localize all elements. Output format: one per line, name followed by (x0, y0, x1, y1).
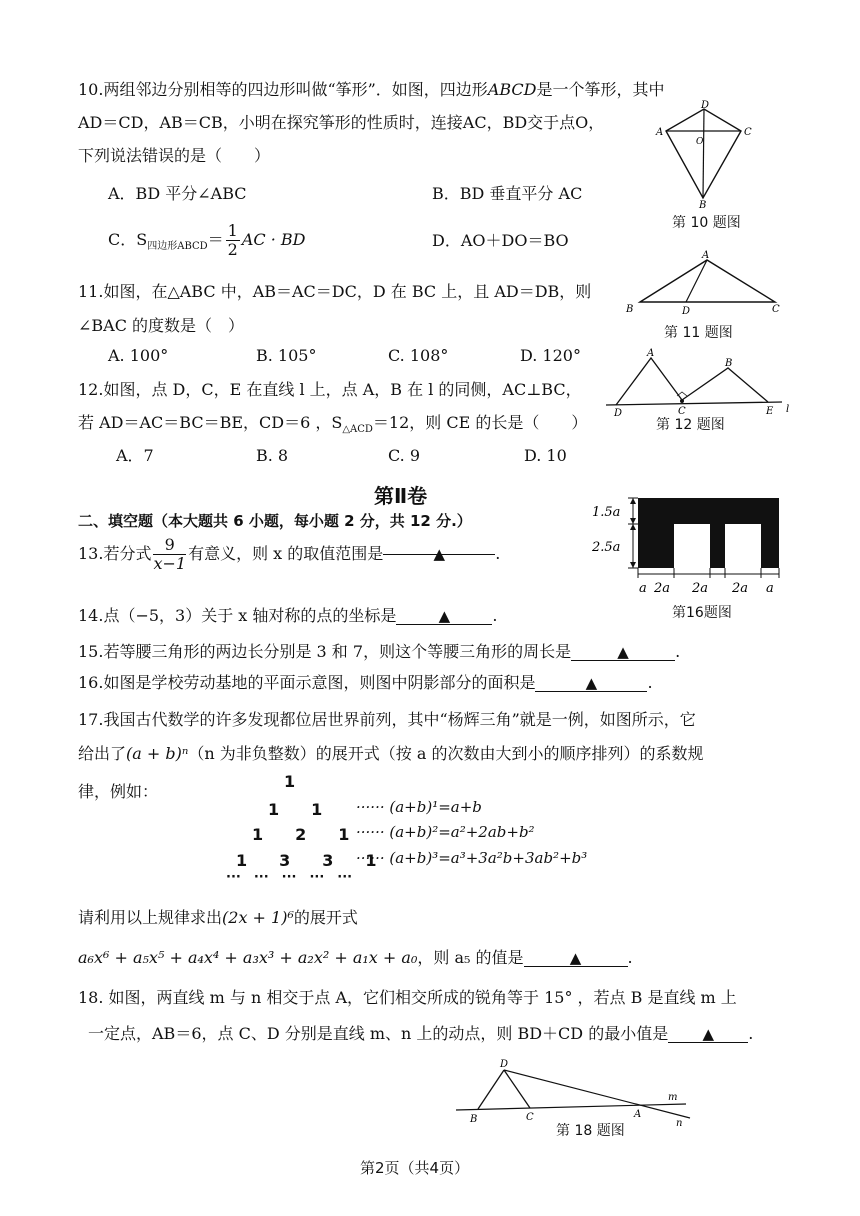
pascal-row-1: 1 1 (268, 800, 323, 819)
q17-answer-blank: ▲ (524, 948, 628, 967)
q15: 15.若等腰三角形的两边长分别是 3 和 7，则这个等腰三角形的周长是 ▲ . (78, 642, 681, 661)
pascal-row-3: 1 3 3 1 (236, 851, 377, 870)
fig16-label-b5: a (766, 581, 774, 596)
section2-heading: 二、填空题（本大题共 6 小题，每小题 2 分，共 12 分.） (78, 512, 472, 530)
q17-line2: 给出了(a + b)ⁿ（n 为非负整数）的展开式（按 a 的次数由大到小的顺序排列）的系数规 (78, 744, 704, 763)
fig12-label-l: l (786, 404, 790, 415)
fig10-label-d: D (701, 100, 710, 111)
q11-option-c: C. 108° (388, 346, 449, 365)
q10-option-a: A．BD 平分∠ABC (108, 184, 247, 203)
fig11-label-d: D (682, 306, 691, 317)
q17-line4: 请利用以上规律求出(2x + 1)⁶的展开式 (78, 908, 358, 927)
fig16-label-b1: a (639, 581, 647, 596)
fig12-caption: 第 12 题图 (656, 417, 725, 433)
q11-line1: 11.如图，在△ABC 中，AB＝AC＝DC，D 在 BC 上，且 AD＝DB，则 (78, 282, 592, 301)
fig12-label-d: D (614, 408, 623, 416)
q10-line1: 10.两组邻边分别相等的四边形叫做“筝形”．如图，四边形ABCD是一个筝形，其中 (78, 80, 665, 99)
q12-option-b: B. 8 (256, 446, 289, 465)
fig18-label-d: D (500, 1059, 509, 1070)
fig12-label-e: E (766, 406, 774, 416)
q14-answer-blank: ▲ (396, 606, 492, 625)
fig11-caption: 第 11 题图 (664, 325, 733, 341)
figure-16-shaded-plan (588, 494, 788, 596)
pascal-row-4: ··· ··· ··· ··· ··· (226, 870, 353, 885)
q11-option-b: B. 105° (256, 346, 317, 365)
fig18-label-a: A (634, 1109, 642, 1120)
fig10-label-o: O (696, 137, 704, 147)
q15-answer-blank: ▲ (571, 642, 675, 661)
fig16-label-b4: 2a (732, 581, 749, 596)
fig11-label-c: C (772, 304, 780, 315)
q11-option-d: D. 120° (520, 346, 581, 365)
fig16-label-mid: 2.5a (592, 540, 621, 555)
q10-option-d: D．AO＋DO＝BO (432, 231, 569, 250)
pascal-expr-3: ······ (a+b)³=a³+3a²b+3ab²+b³ (356, 849, 588, 867)
q18-line2: 一定点，AB＝6，点 C、D 分别是直线 m、n 上的动点，则 BD＋CD 的最小值是 ▲ . (88, 1024, 754, 1043)
q12-line1: 12.如图，点 D，C，E 在直线 l 上，点 A，B 在 l 的同侧，AC⊥BC， (78, 380, 582, 399)
fig11-label-b: B (626, 304, 634, 315)
q11-option-a: A. 100° (108, 346, 169, 365)
figure-12-triangles (604, 344, 794, 416)
pascal-expr-1: ······ (a+b)¹=a+b (356, 798, 482, 816)
fig16-label-b3: 2a (692, 581, 709, 596)
q13: 13.若分式 $\frac{9}{x-1}$ 有意义，则 x 的取值范围是 ▲ . (78, 535, 501, 573)
q12-option-c: C. 9 (388, 446, 421, 465)
fig18-label-n: n (676, 1118, 683, 1129)
q11-line2: ∠BAC 的度数是（ ） (78, 316, 245, 335)
pascal-row-0: 1 (284, 772, 296, 791)
q10-line2: AD＝CD，AB＝CB，小明在探究筝形的性质时，连接AC，BD交于点O， (78, 113, 605, 132)
fig18-label-c: C (526, 1112, 534, 1123)
q10-option-c: C．$S_{四边形ABCD}=$ $\frac{1}{2}$ AC · BD (108, 221, 306, 259)
q17-line5: a₆x⁶ + a₅x⁵ + a₄x⁴ + a₃x³ + a₂x² + a₁x + a₀，则 a₅ 的值是 ▲ . (78, 948, 633, 967)
fig16-caption: 第16题图 (672, 605, 732, 621)
q16: 16.如图是学校劳动基地的平面示意图，则图中阴影部分的面积是 ▲ . (78, 673, 653, 692)
pascal-expr-2: ······ (a+b)²=a²+2ab+b² (356, 823, 535, 841)
q17-line1: 17.我国古代数学的许多发现都位居世界前列，其中“杨辉三角”就是一例，如图所示，它 (78, 710, 696, 729)
fig18-caption: 第 18 题图 (556, 1123, 625, 1139)
pascal-row-2: 1 2 1 (252, 825, 350, 844)
q17-line3: 律，例如： (78, 782, 159, 801)
fig10-caption: 第 10 题图 (672, 215, 741, 231)
page-footer: 第2页（共4页） (360, 1159, 470, 1177)
q10-line3: 下列说法错误的是（ ） (78, 146, 271, 165)
fig10-label-a: A (656, 127, 664, 138)
fig12-label-a: A (647, 348, 655, 359)
q12-option-a: A．7 (116, 446, 154, 465)
q16-answer-blank: ▲ (535, 673, 647, 692)
fig18-label-b: B (470, 1114, 478, 1125)
fig16-label-b2: 2a (654, 581, 671, 596)
fig16-label-top: 1.5a (592, 505, 621, 520)
q18-answer-blank: ▲ (668, 1024, 748, 1043)
figure-11-triangle (620, 250, 790, 320)
fig12-label-c: C (678, 406, 686, 416)
q13-answer-blank: ▲ (383, 536, 495, 555)
q14: 14.点（−5，3）关于 x 轴对称的点的坐标是 ▲ . (78, 606, 498, 625)
q12-option-d: D. 10 (524, 446, 567, 465)
q18-line1: 18. 如图，两直线 m 与 n 相交于点 A，它们相交所成的锐角等于 15° ，若点 B 是直线 m 上 (78, 988, 737, 1007)
q10-option-b: B．BD 垂直平分 AC (432, 184, 583, 203)
part2-title: 第Ⅱ卷 (374, 484, 428, 508)
fig10-label-c: C (744, 127, 752, 138)
fig10-label-b: B (699, 200, 707, 210)
q12-line2: 若 AD＝AC＝BC＝BE，CD＝6 ，$S_{\triangle ACD}=12$，则 CE 的长是（ ） (78, 413, 588, 436)
fig12-label-b: B (725, 358, 733, 369)
fig11-label-a: A (702, 250, 710, 261)
figure-10-kite (652, 98, 762, 210)
fig18-label-m: m (668, 1092, 678, 1103)
